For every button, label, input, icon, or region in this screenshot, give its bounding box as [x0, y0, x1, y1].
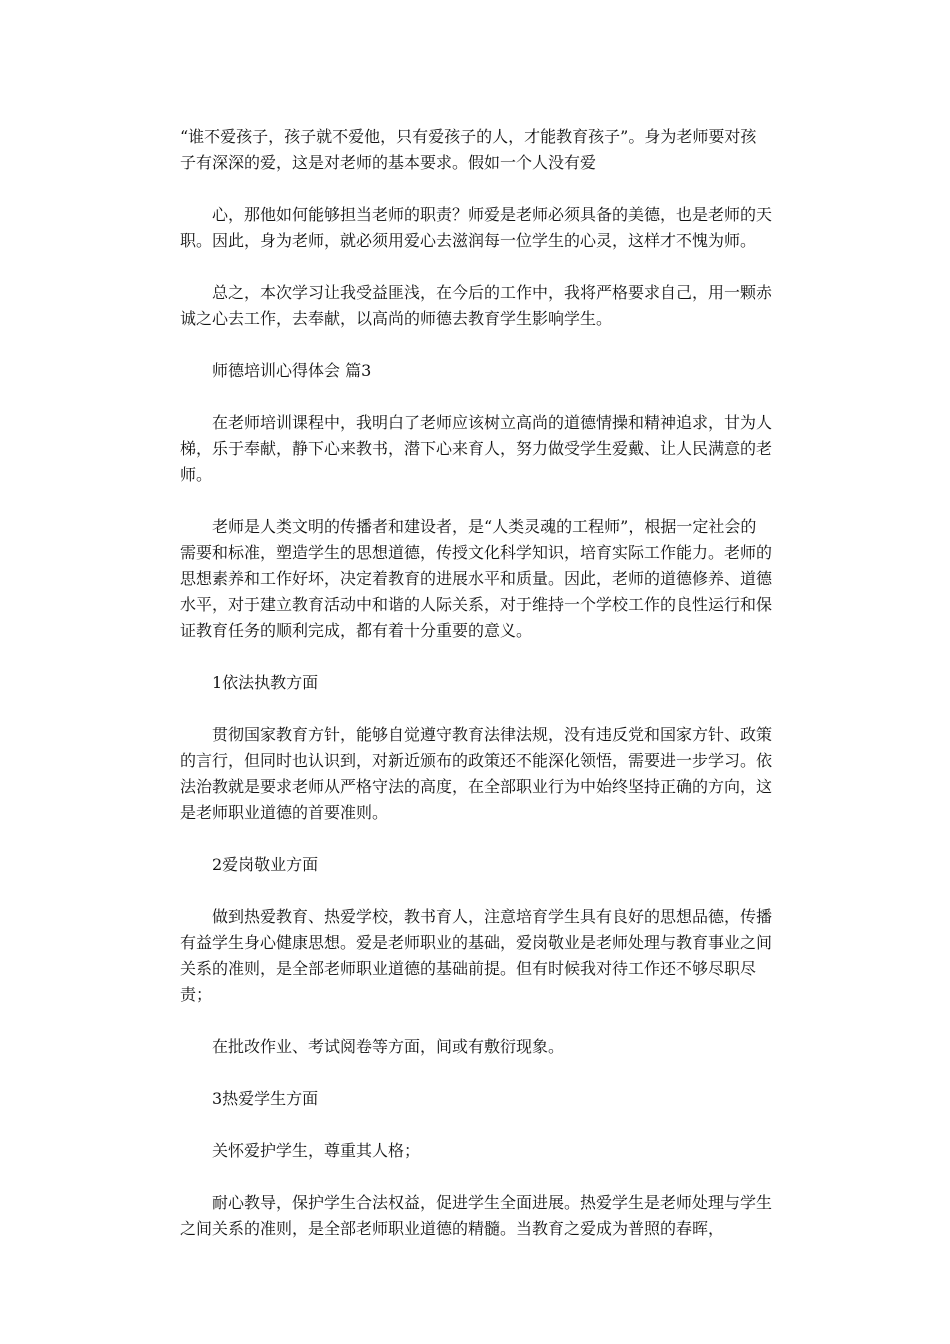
section-heading-part-3: 师德培训心得体会 篇3	[212, 361, 372, 380]
paragraph-8: 在批改作业、考试阅卷等方面，间或有敷衍现象。	[212, 1037, 565, 1056]
subheading-2: 2爱岗敬业方面	[212, 855, 319, 874]
subheading-3: 3热爱学生方面	[212, 1089, 319, 1108]
subheading-1: 1依法执教方面	[212, 673, 319, 692]
paragraph-9: 关怀爱护学生，尊重其人格；	[212, 1141, 421, 1160]
paragraph-5: 老师是人类文明的传播者和建设者，是“人类灵魂的工程师”，根据一定社会的需要和标准，塑造学生的思想道德，传授文化科学知识，培育实际工作能力。老师的思想素养和工作好坏，决定着教育的进展水平和质量。因此，老师的道德修养、道德水平，对于建立教育活动中和谐的人际关系，对于维持一个学校工作的良性运行和保证教育任务的顺利完成，都有着十分重要的意义。	[180, 517, 773, 640]
paragraph-2: 心，那他如何能够担当老师的职责？师爱是老师必须具备的美德，也是老师的天职。因此，身为老师，就必须用爱心去滋润每一位学生的心灵，这样才不愧为师。	[180, 205, 773, 250]
paragraph-7: 做到热爱教育、热爱学校，教书育人，注意培育学生具有良好的思想品德，传播有益学生身心健康思想。爱是老师职业的基础，爱岗敬业是老师处理与教育事业之间关系的准则，是全部老师职业道德的基础前提。但有时候我对待工作还不够尽职尽责；	[180, 907, 773, 1004]
paragraph-4: 在老师培训课程中，我明白了老师应该树立高尚的道德情操和精神追求，甘为人梯，乐于奉献，静下心来教书，潜下心来育人，努力做受学生爱戴、让人民满意的老师。	[180, 413, 773, 484]
paragraph-3: 总之，本次学习让我受益匪浅，在今后的工作中，我将严格要求自己，用一颗赤诚之心去工作，去奉献，以高尚的师德去教育学生影响学生。	[180, 283, 773, 328]
document-page	[180, 124, 772, 1242]
paragraph-1: “谁不爱孩子，孩子就不爱他，只有爱孩子的人，才能教育孩子”。身为老师要对孩子有深深的爱，这是对老师的基本要求。假如一个人没有爱	[180, 127, 757, 172]
paragraph-6: 贯彻国家教育方针，能够自觉遵守教育法律法规，没有违反党和国家方针、政策的言行，但同时也认识到，对新近颁布的政策还不能深化领悟，需要进一步学习。依法治教就是要求老师从严格守法的高度，在全部职业行为中始终坚持正确的方向，这是老师职业道德的首要准则。	[180, 725, 773, 822]
paragraph-10: 耐心教导，保护学生合法权益，促进学生全面进展。热爱学生是老师处理与学生之间关系的准则，是全部老师职业道德的精髓。当教育之爱成为普照的春晖，	[180, 1193, 773, 1238]
